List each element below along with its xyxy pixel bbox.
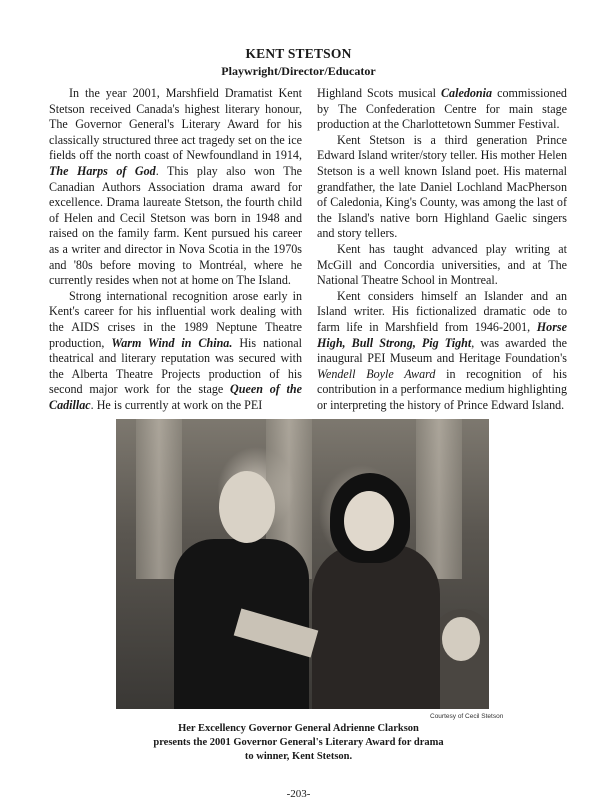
paragraph-teaching: Kent has taught advanced play writing at McGill and Concordia universities, and at The National Theatre School in Montreal. [317, 241, 567, 288]
play-title-warm-wind: Warm Wind in China. [111, 335, 233, 350]
photo-figure-governor-general [312, 544, 440, 709]
page-number: -203- [286, 788, 311, 800]
article-subtitle: Playwright/Director/Educator [221, 64, 376, 78]
paragraph-award: In the year 2001, Marshfield Dramatist Kent Stetson received Canada's highest literary honour, The Governor General's Literary Award for his classically structured three act tragedy set on the ice fields off the north coast of Newfoundland in 1914, The Harps of God. This play also won The Canadian Authors Association drama award for excellence. Drama laureate Stetson, the fourth child of Helen and Cecil Stetson was born in 1948 and raised on the family farm. Kent pursued his career as a writer and director in Nova Scotia in the 1970s and '80s before moving to Montréal, where he currently resides when not at home on The Island. [49, 86, 303, 288]
photo-credit: Courtesy of Cecil Stetson [430, 713, 504, 720]
right-text-column [317, 86, 567, 413]
play-title-harps-of-god: The Harps of God [49, 163, 156, 178]
play-title-queen-of-cadillac: Queen of the Cadillac [49, 382, 303, 412]
play-title-horse-high: Horse High, Bull Strong, Pig Tight [317, 319, 567, 350]
musical-title-caledonia: Caledonia [440, 86, 493, 100]
paragraph-continuation: Highland Scots musical Caledonia commissioned by The Confederation Centre for main stage production at the Charlottetown Summer Festival. [317, 86, 567, 132]
paragraph-recognition: Strong international recognition arose early in Kent's career for his influential work dealing with the AIDS crises in the 1989 Neptune Theatre production, Warm Wind in China. His national theatrical and literary reputation was secured with the Alberta Theatre Projects production of his second major work for the stage Queen of the Cadillac. He is currently at work on the PEI [49, 288, 303, 412]
paragraph-heritage: Kent Stetson is a third generation Prince Edward Island writer/story teller. His mother Helen Stetson is a well known Island poet. His maternal grandfather, the late Daniel Lochland MacPherson of Caledonia, King's County, was among the last of the Island's native born Highland Gaelic singers and story tellers. [317, 132, 567, 241]
photo-caption: Her Excellency Governor General Adrienne Clarkson presents the 2001 Governor General's Literary Award for drama to winner, Kent Stetson. [153, 723, 444, 762]
paragraph-islander: Kent considers himself an Islander and an Island writer. His fictionalized dramatic ode to farm life in Marshfield from 1946-2001, Horse High, Bull Strong, Pig Tight, was awarded the inaugural PEI Museum and Heritage Foundation's Wendell Boyle Award in recognition of his contribution in a performance medium highlighting or interpreting the history of Prince Edward Island. [317, 288, 567, 412]
award-title-wendell-boyle: Wendell Boyle Award [317, 366, 436, 381]
award-ceremony-photo [116, 419, 489, 709]
article-title: KENT STETSON [245, 46, 352, 61]
left-text-column [49, 86, 302, 413]
